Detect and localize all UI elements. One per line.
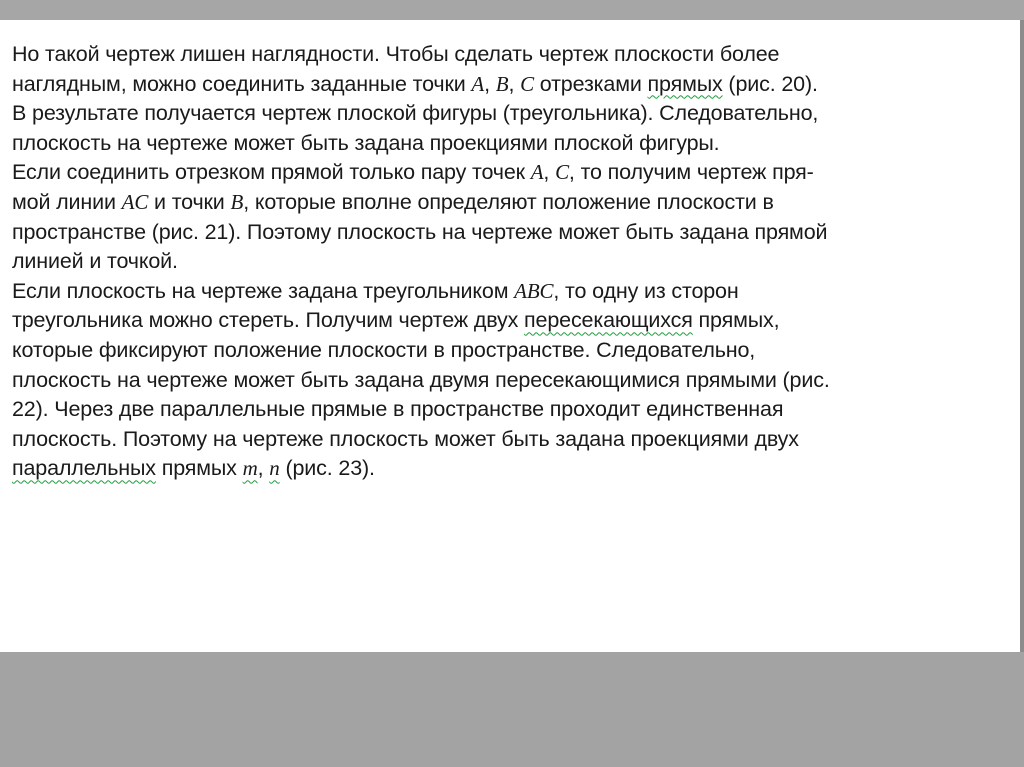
spellcheck-word: параллельных [12,456,156,481]
text-run: отрезками [533,71,648,96]
text-line [12,129,1016,159]
text-run: , [484,71,496,96]
text-run: (рис. 23). [279,456,375,481]
text-run: плоскость на чертеже может быть задана проекциями плоской фигуры. [12,130,720,155]
text-line [12,336,1016,366]
text-run: , [257,456,270,481]
text-run: , то одну из сторон [553,278,739,303]
text-run: наглядным, можно соединить заданные точки [12,71,472,96]
math-variable: B [495,71,509,96]
text-run: которые фиксируют положение плоскости в пространстве. Следовательно, [12,337,756,362]
text-run: (рис. 20). [722,71,818,96]
top-gray-bar [0,0,1024,20]
text-run: мой линии [12,189,122,214]
text-run: Если плоскость на чертеже задана треугольником [12,278,515,303]
spellcheck-word: прямых [647,71,723,96]
text-run: плоскость на чертеже может быть задана двумя пересекающимися прямыми (рис. [12,367,830,392]
text-run: Если соединить отрезком прямой только пару точек [12,160,531,185]
spellcheck-word: пересекающихся [524,308,693,333]
text-run: В результате получается чертеж плоской фигуры (треугольника). Следовательно, [12,101,819,126]
text-line [12,454,1016,484]
math-variable: B [230,189,244,214]
math-variable: C [520,71,534,96]
text-run: линией и точкой. [12,249,178,274]
text-line [12,70,1016,100]
math-variable: m [242,456,258,481]
math-variable: ABC [514,278,554,303]
text-line [12,188,1016,218]
math-variable: AC [121,189,149,214]
text-run: прямых, [692,308,780,333]
text-run: , то получим чертеж пря- [568,160,814,185]
text-run: пространстве (рис. 21). Поэтому плоскость на чертеже может быть задана прямой [12,219,828,244]
document-text [12,40,1016,484]
math-variable: C [555,160,569,185]
text-run: Но такой чертеж лишен наглядности. Чтобы сделать чертеж плоскости более [12,42,780,66]
text-run: , [508,71,521,96]
text-line [12,247,1016,277]
text-line [12,218,1016,248]
bottom-gray-bar [0,652,1024,767]
text-line [12,277,1016,307]
text-run: , которые вполне определяют положение плоскости в [243,189,774,214]
text-run: , [543,160,556,185]
text-run: плоскость. Поэтому на чертеже плоскость может быть задана проекциями двух [12,426,799,451]
text-line [12,306,1016,336]
text-line [12,158,1016,188]
text-run: и точки [148,189,231,214]
text-line [12,366,1016,396]
text-run: прямых [155,456,243,481]
text-run: 22). Через две параллельные прямые в пространстве проходит единственная [12,397,784,422]
math-variable: n [269,456,280,481]
text-run: треугольника можно стереть. Получим чертеж двух [12,308,525,333]
text-line [12,99,1016,129]
math-variable: A [471,71,485,96]
text-line [12,395,1016,425]
text-line [12,40,1016,70]
math-variable: A [530,160,544,185]
text-line [12,425,1016,455]
